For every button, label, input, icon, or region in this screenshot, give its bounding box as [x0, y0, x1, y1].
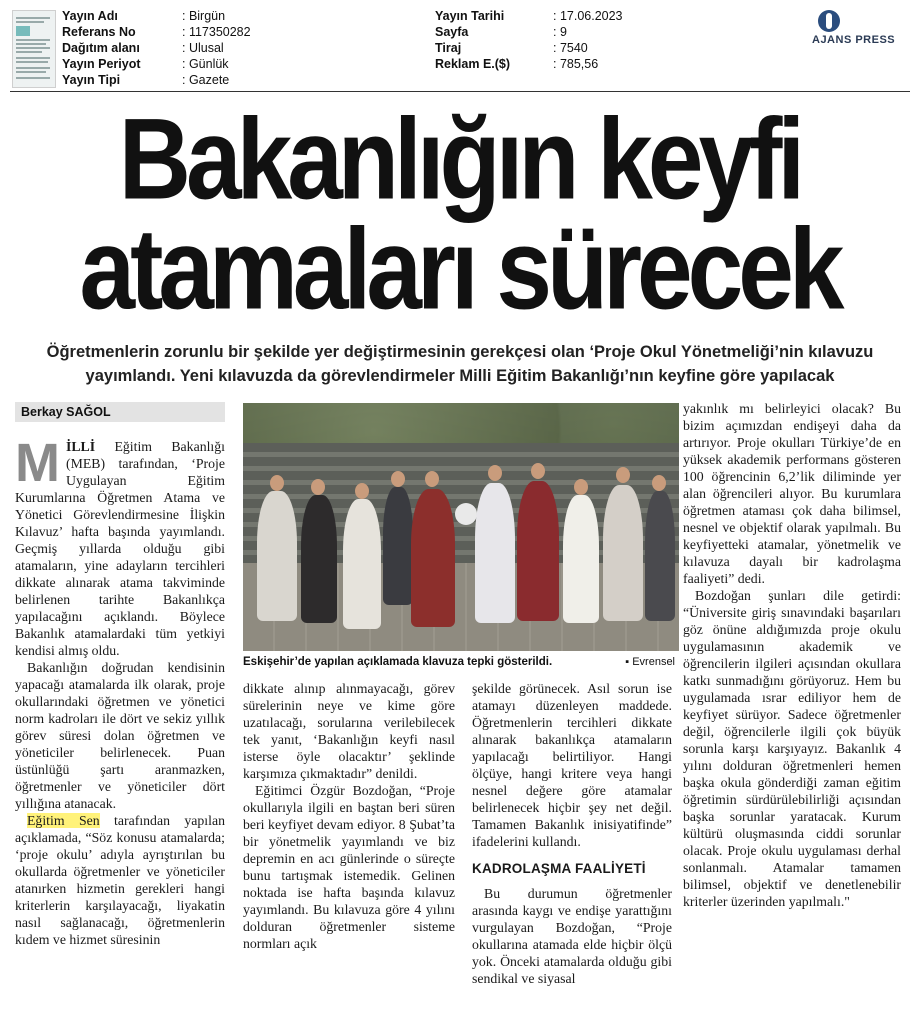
logo-mark-icon [818, 10, 840, 32]
photo-person [645, 491, 675, 621]
photo-person-head [574, 479, 588, 495]
meta-row [62, 40, 362, 56]
paragraph [15, 438, 225, 659]
photo-person-head [652, 475, 666, 491]
photo-person-head [270, 475, 284, 491]
photo-person [603, 485, 643, 621]
photo-person [475, 483, 515, 623]
meta-left [62, 8, 362, 88]
meta-value: : Günlük [182, 57, 229, 71]
photo-caption [243, 654, 679, 670]
meta-label: Sayfa [435, 25, 469, 39]
photo-person [257, 491, 297, 621]
header-divider [10, 91, 910, 92]
photo-person [517, 481, 559, 621]
meta-row [435, 40, 735, 56]
caption-text: Eskişehir’de yapılan açıklamada klavuza tepki gösterildi. [243, 656, 553, 668]
ajans-press-logo [812, 8, 912, 48]
byline: Berkay SAĞOL [15, 402, 225, 422]
meta-value: : 7540 [553, 41, 588, 55]
paragraph: dikkate alınıp alınmayacağı, görev sürelerinin neye ve kime göre uzatılacağı, sorularına verilebilecek tek yanıt, ‘Bakanlığın keyfi nasıl isterse öyle olacaktır’ şeklinde karşımıza çıkmaktadır” denildi. [243, 681, 455, 781]
photo-person [411, 489, 455, 627]
photo-person-head [616, 467, 630, 483]
meta-value: : Birgün [182, 9, 226, 23]
photo-person [301, 495, 337, 623]
headline-line-2: atamaları sürecek [79, 204, 840, 334]
meta-row [62, 24, 362, 40]
megaphone [455, 503, 477, 525]
meta-label: Yayın Periyot [62, 57, 141, 71]
meta-value: : 17.06.2023 [553, 9, 623, 23]
meta-label: Reklam E.($) [435, 57, 511, 71]
meta-row [435, 8, 735, 24]
news-photo[interactable] [243, 403, 679, 651]
meta-label: Yayın Adı [62, 9, 118, 23]
column-2 [243, 680, 455, 1003]
deck-line-2: yayımlandı. Yeni kılavuzda da görevlendirmeler Milli Eğitim Bakanlığı’nın keyfine göre yapılacak [85, 367, 835, 385]
page-thumbnail[interactable] [12, 10, 56, 88]
photo-person [563, 495, 599, 623]
paragraph-text: Eğitim Bakanlığı (MEB) tarafından, ‘Proje Uygulayan Eğitim Kurumlarına Öğretmen Atama ve Yönetici Görevlendirmesine İlişkin Kılavuz’ hafta başında yayımlandı. Geçmiş yıllarda olduğu gibi atamaların, yine adayların tercihleri dikkate alınarak atama takviminde belirlenen tarihte Bakanlıkça yapılacağını açıklandı. Böylece Bakanlık atamalardaki tüm yetkiyi kendisi almış oldu. [15, 439, 225, 658]
column-4 [683, 400, 901, 1003]
deck-line-1: Öğretmenlerin zorunlu bir şekilde yer değiştirmesinin gerekçesi olan ‘Proje Okul Yönetmeliği’nin kılavuzu [46, 343, 874, 361]
drop-cap: M [15, 438, 60, 493]
paragraph: yakınlık mı belirleyici olacak? Bu bizim açımızdan endişeyi daha da artırıyor. Proje okulları Türkiye’de en yüksek akademik performans gösteren 100 öğrencinin 6,2’lik diliminde yer alan öğrencileri alıyor. Bu kurumlara öğretmen ataması çok daha bilimsel, nesnel ve objektif olarak yapılmalı. Bu keyfiyetteki atamalar, yönetmelik ve kılavuza dayalı bir kadrolaşma faaliyeti” dedi. [683, 401, 901, 586]
photo-source-name: Evrensel [632, 656, 675, 668]
column-3 [472, 680, 672, 1003]
section-subhead: KADROLAŞMA FAALİYETİ [472, 861, 646, 876]
meta-value: : Ulusal [182, 41, 224, 55]
paragraph: Eğitimci Özgür Bozdoğan, “Proje okullarıyla ilgili en baştan beri süren beri keyfiyet devam ediyor. 8 Şubat’ta bir yönetmelik yayımlandı ve biz depremin en acı günlerinde o süreçte bunu tartışmak istemedik. Gelinen noktada ise hafta başında kılavuz yayımlandı. Bu kılavuza göre 4 yılını dolduran öğretmenler sisteme normları açık [243, 783, 455, 951]
photo-source: ▪ Evrensel [625, 656, 675, 668]
headline-line-1: Bakanlığın keyfi [118, 94, 801, 224]
meta-value: : 9 [553, 25, 567, 39]
photo-person-head [391, 471, 405, 487]
lead-word: İLLİ [65, 439, 96, 454]
paragraph: Bakanlığın doğrudan kendisinin yapacağı atamalarda ilk olarak, proje okullarındaki öğretmen ve yönetici norm kadroları ile dört ve sekiz yıllık görev süresi dolan öğretmen ve yöneticiler belirlenecek. Puan üstünlüğü şartı aranmazken, öğretmenler ve yöneticiler dört yıllığına atanacak. [15, 660, 225, 811]
deck [15, 340, 905, 388]
meta-row [62, 8, 362, 24]
meta-value: : 117350282 [182, 25, 251, 39]
paragraph: Bozdoğan şunları dile getirdi: “Üniversite giriş sınavındaki başarıları göz önüne aldığımızda proje okulu uygulamasının akademik ve öğrencilerin ilgileri açısından okullara katkı sunmadığını görüyoruz. Hem bu uygulamada ısrar ediliyor hem de keyfiyet sürüyor. Sadece öğretmenler değil, öğrencilerle ilgili çok büyük sorunla karşı karşıyayız. Bakanlık 4 yılını dolduran öğretmenleri hemen başka okula gönderdiği zaman eğitim öğretimin sürdürülebilirliği açısından başka sorunlar yaratacak. Kurum kültürü oluşmasında ciddi sorunlar olacak. Proje okulu uygulaması derhal sonlanmalı. Atamalar tamamen bilimsel, objektif ve denetlenebilir kriterler üzerinden yapılmalı." [683, 588, 901, 909]
photo-person [343, 499, 381, 629]
meta-row [435, 56, 735, 72]
photo-person-head [488, 465, 502, 481]
highlighted-keyword: Eğitim Sen [27, 813, 100, 828]
meta-label: Tiraj [435, 41, 462, 55]
clipping-header [0, 0, 919, 92]
paragraph: Bu durumun öğretmenler arasında kaygı ve endişe yarattığını vurgulayan Bozdoğan, “Proje okullarına atamada elde hiçbir ölçü yok. Önceki atamalarda olduğu gibi sendikal ve siyasal [472, 886, 672, 986]
headline [0, 94, 919, 334]
meta-label: Yayın Tipi [62, 73, 121, 87]
meta-value: : Gazete [182, 73, 230, 87]
logo-text: AJANS PRESS [812, 34, 896, 46]
meta-right [435, 8, 735, 72]
meta-row [62, 72, 362, 88]
meta-row [435, 24, 735, 40]
meta-row [62, 56, 362, 72]
column-1 [15, 438, 225, 1003]
meta-label: Yayın Tarihi [435, 9, 505, 23]
paragraph-text: tarafından yapılan açıklamada, “Söz konusu atamalarda; ‘proje okulu’ adıyla ayrıştırılan bu okullarda öğretmenler ve yöneticiler atanırken hizmetin gerekleri hangi kriterlerin karşılayacağı, liyakatin nasıl sağlanacağı, öğretmenlerin kıdem ve hizmet süresinin [15, 813, 225, 947]
photo-person-head [531, 463, 545, 479]
meta-label: Referans No [62, 25, 136, 39]
meta-label: Dağıtım alanı [62, 41, 140, 55]
paragraph: şekilde görünecek. Asıl sorun ise atamayı düzenleyen maddede. Öğretmenlerin tercihleri dikkate alınarak bakanlıkça atamaların yapılacağı belirtiliyor. Hangi ölçüye, hangi kritere veya hangi nesnel değere göre atamalar belirlenecek hiçbir şey net değil. Tamamen Bakanlık inisiyatifinde” ifadelerini kullandı. [472, 681, 672, 849]
photo-person-head [425, 471, 439, 487]
paragraph [15, 812, 225, 948]
meta-value: : 785,56 [553, 57, 599, 71]
photo-person-head [355, 483, 369, 499]
photo-person [383, 487, 413, 605]
photo-person-head [311, 479, 325, 495]
